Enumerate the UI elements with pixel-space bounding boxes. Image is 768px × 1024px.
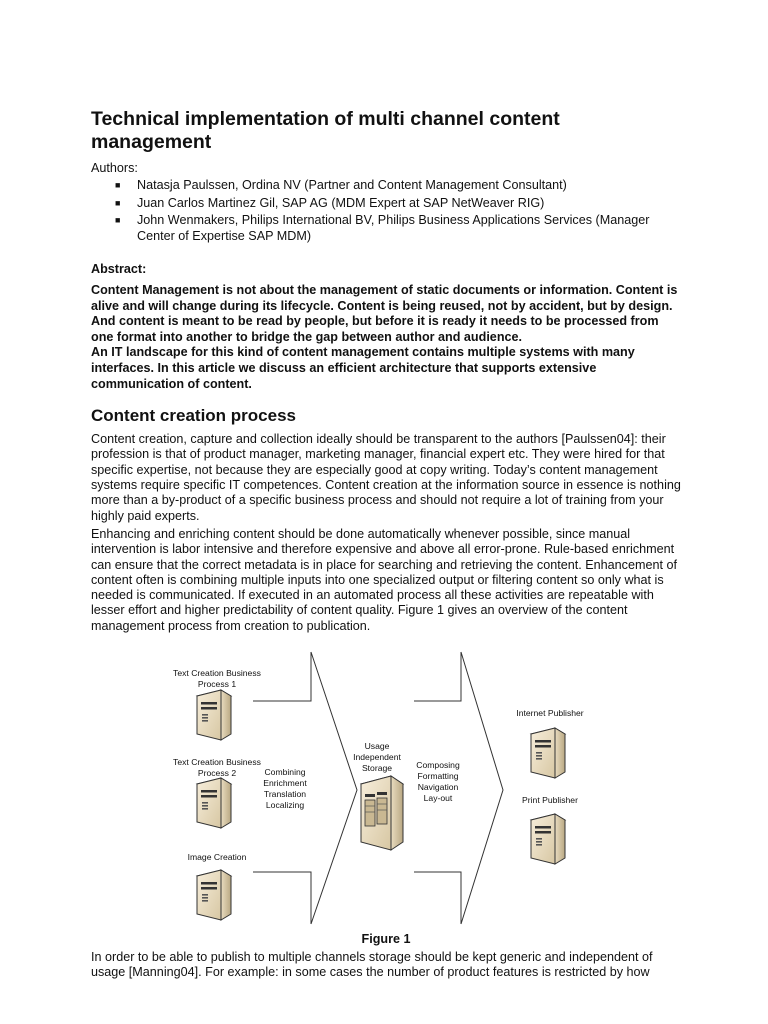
abstract-paragraph: An IT landscape for this kind of content management contains multiple systems with many interfaces. In this article we discuss an efficient architecture that supports extensive communication of content. <box>91 345 635 391</box>
server-icon <box>525 812 569 866</box>
square-bullet-icon: ■ <box>115 197 121 208</box>
stage-2-steps-label: Composing Formatting Navigation Lay-out <box>416 760 460 803</box>
abstract-paragraph: Content Management is not about the management of static documents or information. Content is alive and will change during its lifecycle. Content is being reused, not by accident, but by design. And content is meant to be read by people, but before it is ready it needs to be processed from one format into another to bridge the gap between author and audience. <box>91 283 678 344</box>
target-2-label: Print Publisher <box>522 795 578 805</box>
target-1-label: Internet Publisher <box>516 708 584 718</box>
server-icon <box>191 776 235 830</box>
server-icon <box>525 726 569 780</box>
square-bullet-icon: ■ <box>115 180 121 190</box>
abstract <box>91 283 681 392</box>
authors-list <box>91 178 681 244</box>
source-2-label: Text Creation Business Process 2 <box>173 757 261 778</box>
document-title: Technical implementation of multi channel content management <box>91 108 560 153</box>
document-page <box>91 108 681 634</box>
figure-1 <box>91 646 681 946</box>
author-item: ■ John Wenmakers, Philips International BV, Philips Business Applications Services (Manager Center of Expertise SAP MDM) <box>115 213 650 243</box>
body-paragraph: Enhancing and enriching content should be done automatically whenever possible, since manual intervention is labor intensive and therefore expensive and above all error-prone. Rule-based enrichment can ensure that the correct metadata is in place for searching and retrieving the content. Enhancement of content often is combining multiple inputs into one specialized output or filtering content so only what is needed is communicated. If executed in an automated process all these activities are repeatable with lesser effort and higher predictability of content quality. Figure 1 gives an overview of the content management process from creation to publication. <box>91 526 677 633</box>
author-item: ■ Natasja Paulssen, Ordina NV (Partner and Content Management Consultant) <box>115 178 567 192</box>
authors-label: Authors: <box>91 161 138 175</box>
storage-label: Usage Independent Storage <box>353 741 401 773</box>
stage-1-steps-label: Combining Enrichment Translation Localizing <box>263 767 307 810</box>
storage-server-icon <box>357 774 407 852</box>
server-icon <box>191 688 235 742</box>
section-body <box>91 432 681 634</box>
figure-caption: Figure 1 <box>361 932 411 946</box>
square-bullet-icon: ■ <box>115 215 121 225</box>
abstract-label: Abstract: <box>91 262 147 276</box>
source-3-label: Image Creation <box>187 852 247 862</box>
author-item: ■ Juan Carlos Martinez Gil, SAP AG (MDM Expert at SAP NetWeaver RIG) <box>115 195 545 210</box>
body-paragraph: In order to be able to publish to multiple channels storage should be kept generic and independent of usage [Manning04]. For example: in some cases the number of product features is restricted by how <box>91 950 653 980</box>
server-icon <box>191 868 235 922</box>
body-paragraph: Content creation, capture and collection ideally should be transparent to the authors [Paulssen04]: their profession is that of product manager, marketing manager, financial expert etc. They were hired for that specific expertise, not because they are especially good at copy writing. Today’s content management systems require specific IT competences. Content creation at the information source in essence is nothing more than a by-product of a specific business process and should not require a lot of training from your highly paid experts. <box>91 432 681 523</box>
source-1-label: Text Creation Business Process 1 <box>173 668 261 689</box>
section-heading: Content creation process <box>91 406 296 426</box>
